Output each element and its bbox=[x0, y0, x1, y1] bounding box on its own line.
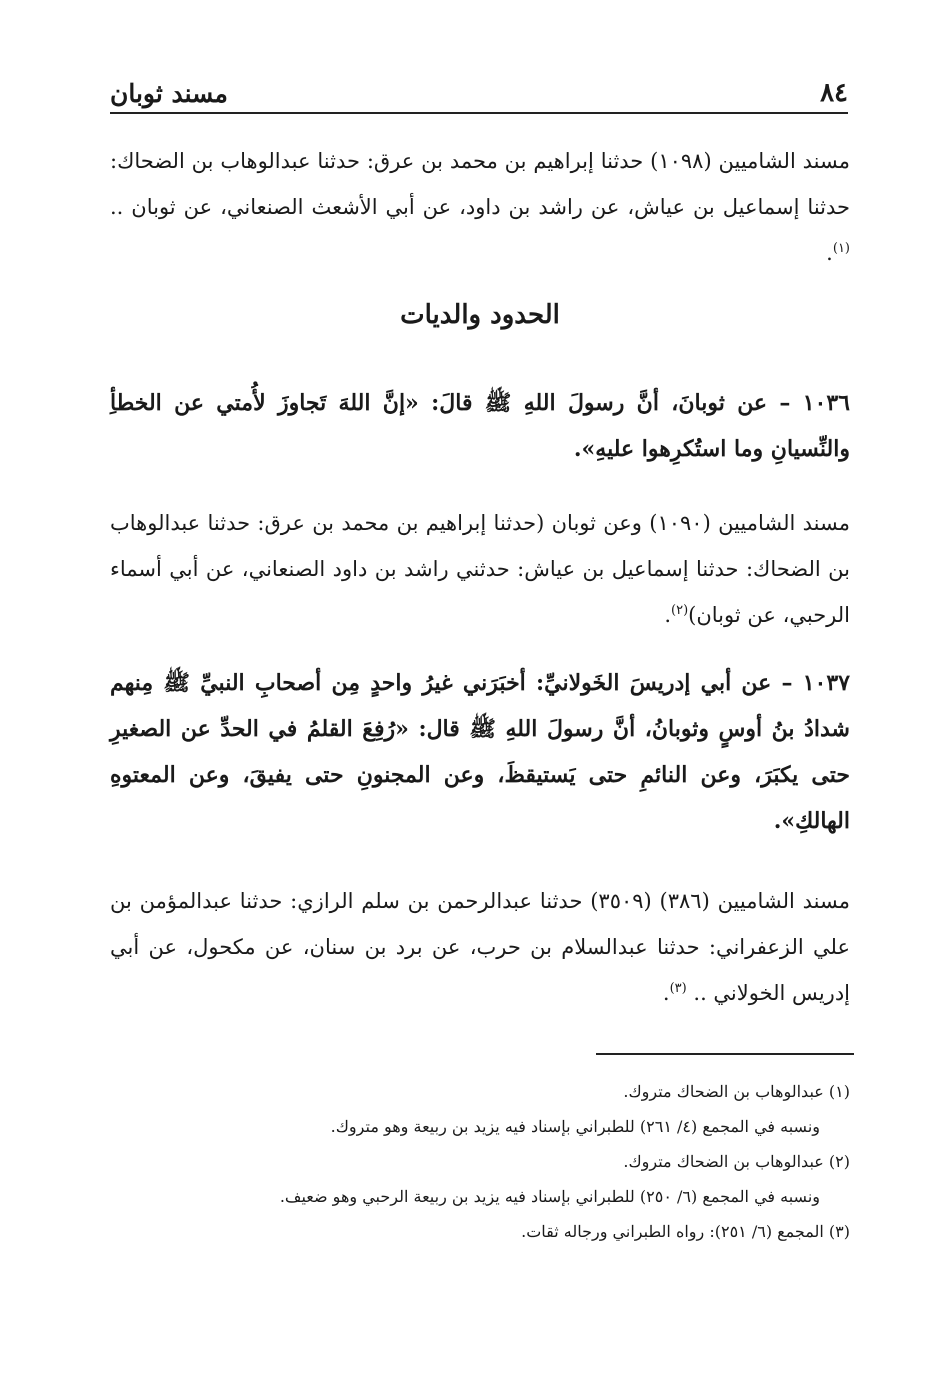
source-text-2: مسند الشاميين (١٠٩٠) وعن ثوبان (حدثنا إبراهيم بن محمد بن عرق: حدثنا عبدالوهاب بن الضحاك: حدثنا إسماعيل بن عياش: حدثني راشد بن داود الصنعاني، عن أبي أسماء الرحبي، عن ثوبان) bbox=[110, 511, 850, 627]
footnote-1: (١) عبدالوهاب بن الضحاك متروك. bbox=[623, 1082, 850, 1101]
period-1: . bbox=[826, 241, 833, 265]
footnote-3: (٣) المجمع (٦/ ٢٥١): رواه الطبراني ورجاله ثقات. bbox=[521, 1222, 850, 1241]
page-header bbox=[110, 76, 848, 114]
source-text-3: مسند الشاميين (٣٨٦) (٣٥٠٩) حدثنا عبدالرحمن بن سلم الرازي: حدثنا عبدالمؤمن بن علي الزعفراني: حدثنا عبدالسلام بن حرب، عن برد بن سنان، عن مكحول، عن أبي إدريس الخولاني .. bbox=[110, 889, 850, 1005]
running-title: مسند ثوبان bbox=[110, 79, 228, 108]
section-heading: الحدود والديات bbox=[400, 300, 560, 330]
page-number: ٨٤ bbox=[820, 78, 848, 108]
footnote-divider bbox=[596, 1053, 854, 1055]
hadith-1036: ١٠٣٦ – عن ثوبانَ، أنَّ رسولَ اللهِ ﷺ قالَ: «إنَّ اللهَ تَجاوزَ لأُمتي عن الخطأِ والنِّسيانِ وما استُكرِهوا عليهِ». bbox=[110, 390, 850, 462]
source-text-1: مسند الشاميين (١٠٩٨) حدثنا إبراهيم بن محمد بن عرق: حدثنا عبدالوهاب بن الضحاك: حدثنا إسماعيل بن عياش، عن راشد بن داود، عن أبي الأشعث الصنعاني، عن ثوبان .. bbox=[110, 149, 850, 219]
source-paragraph-2 bbox=[110, 500, 850, 638]
footnotes bbox=[160, 1074, 850, 1249]
footnote-ref-3: (٣) bbox=[669, 981, 687, 996]
footnote-1-continued: ونسبه في المجمع (٤/ ٢٦١) للطبراني بإسناد فيه يزيد بن ربيعة وهو متروك. bbox=[330, 1117, 820, 1136]
footnote-2: (٢) عبدالوهاب بن الضحاك متروك. bbox=[623, 1152, 850, 1171]
hadith-1037: ١٠٣٧ – عن أبي إدريسَ الخَولانيِّ: أخبَرَني غيرُ واحدٍ مِن أصحابِ النبيِّ ﷺ مِنهم شدادُ بنُ أوسٍ وثوبانُ، أنَّ رسولَ اللهِ ﷺ قال: «رُفِعَ القلمُ في الحدِّ عن الصغيرِ حتى يكبَرَ، وعن النائمِ حتى يَستيقظَ، وعن المجنونِ حتى يفيقَ، وعن المعتوهِ الهالكِ». bbox=[110, 670, 850, 834]
source-paragraph-3 bbox=[110, 878, 850, 1016]
period-3: . bbox=[662, 981, 670, 1005]
source-paragraph-1 bbox=[110, 138, 850, 276]
footnote-ref-1: (١) bbox=[832, 241, 850, 256]
period-2: . bbox=[664, 603, 672, 627]
footnote-ref-2: (٢) bbox=[671, 603, 689, 618]
footnote-2-continued: ونسبه في المجمع (٦/ ٢٥٠) للطبراني بإسناد فيه يزيد بن ربيعة الرحبي وهو ضعيف. bbox=[279, 1187, 820, 1206]
